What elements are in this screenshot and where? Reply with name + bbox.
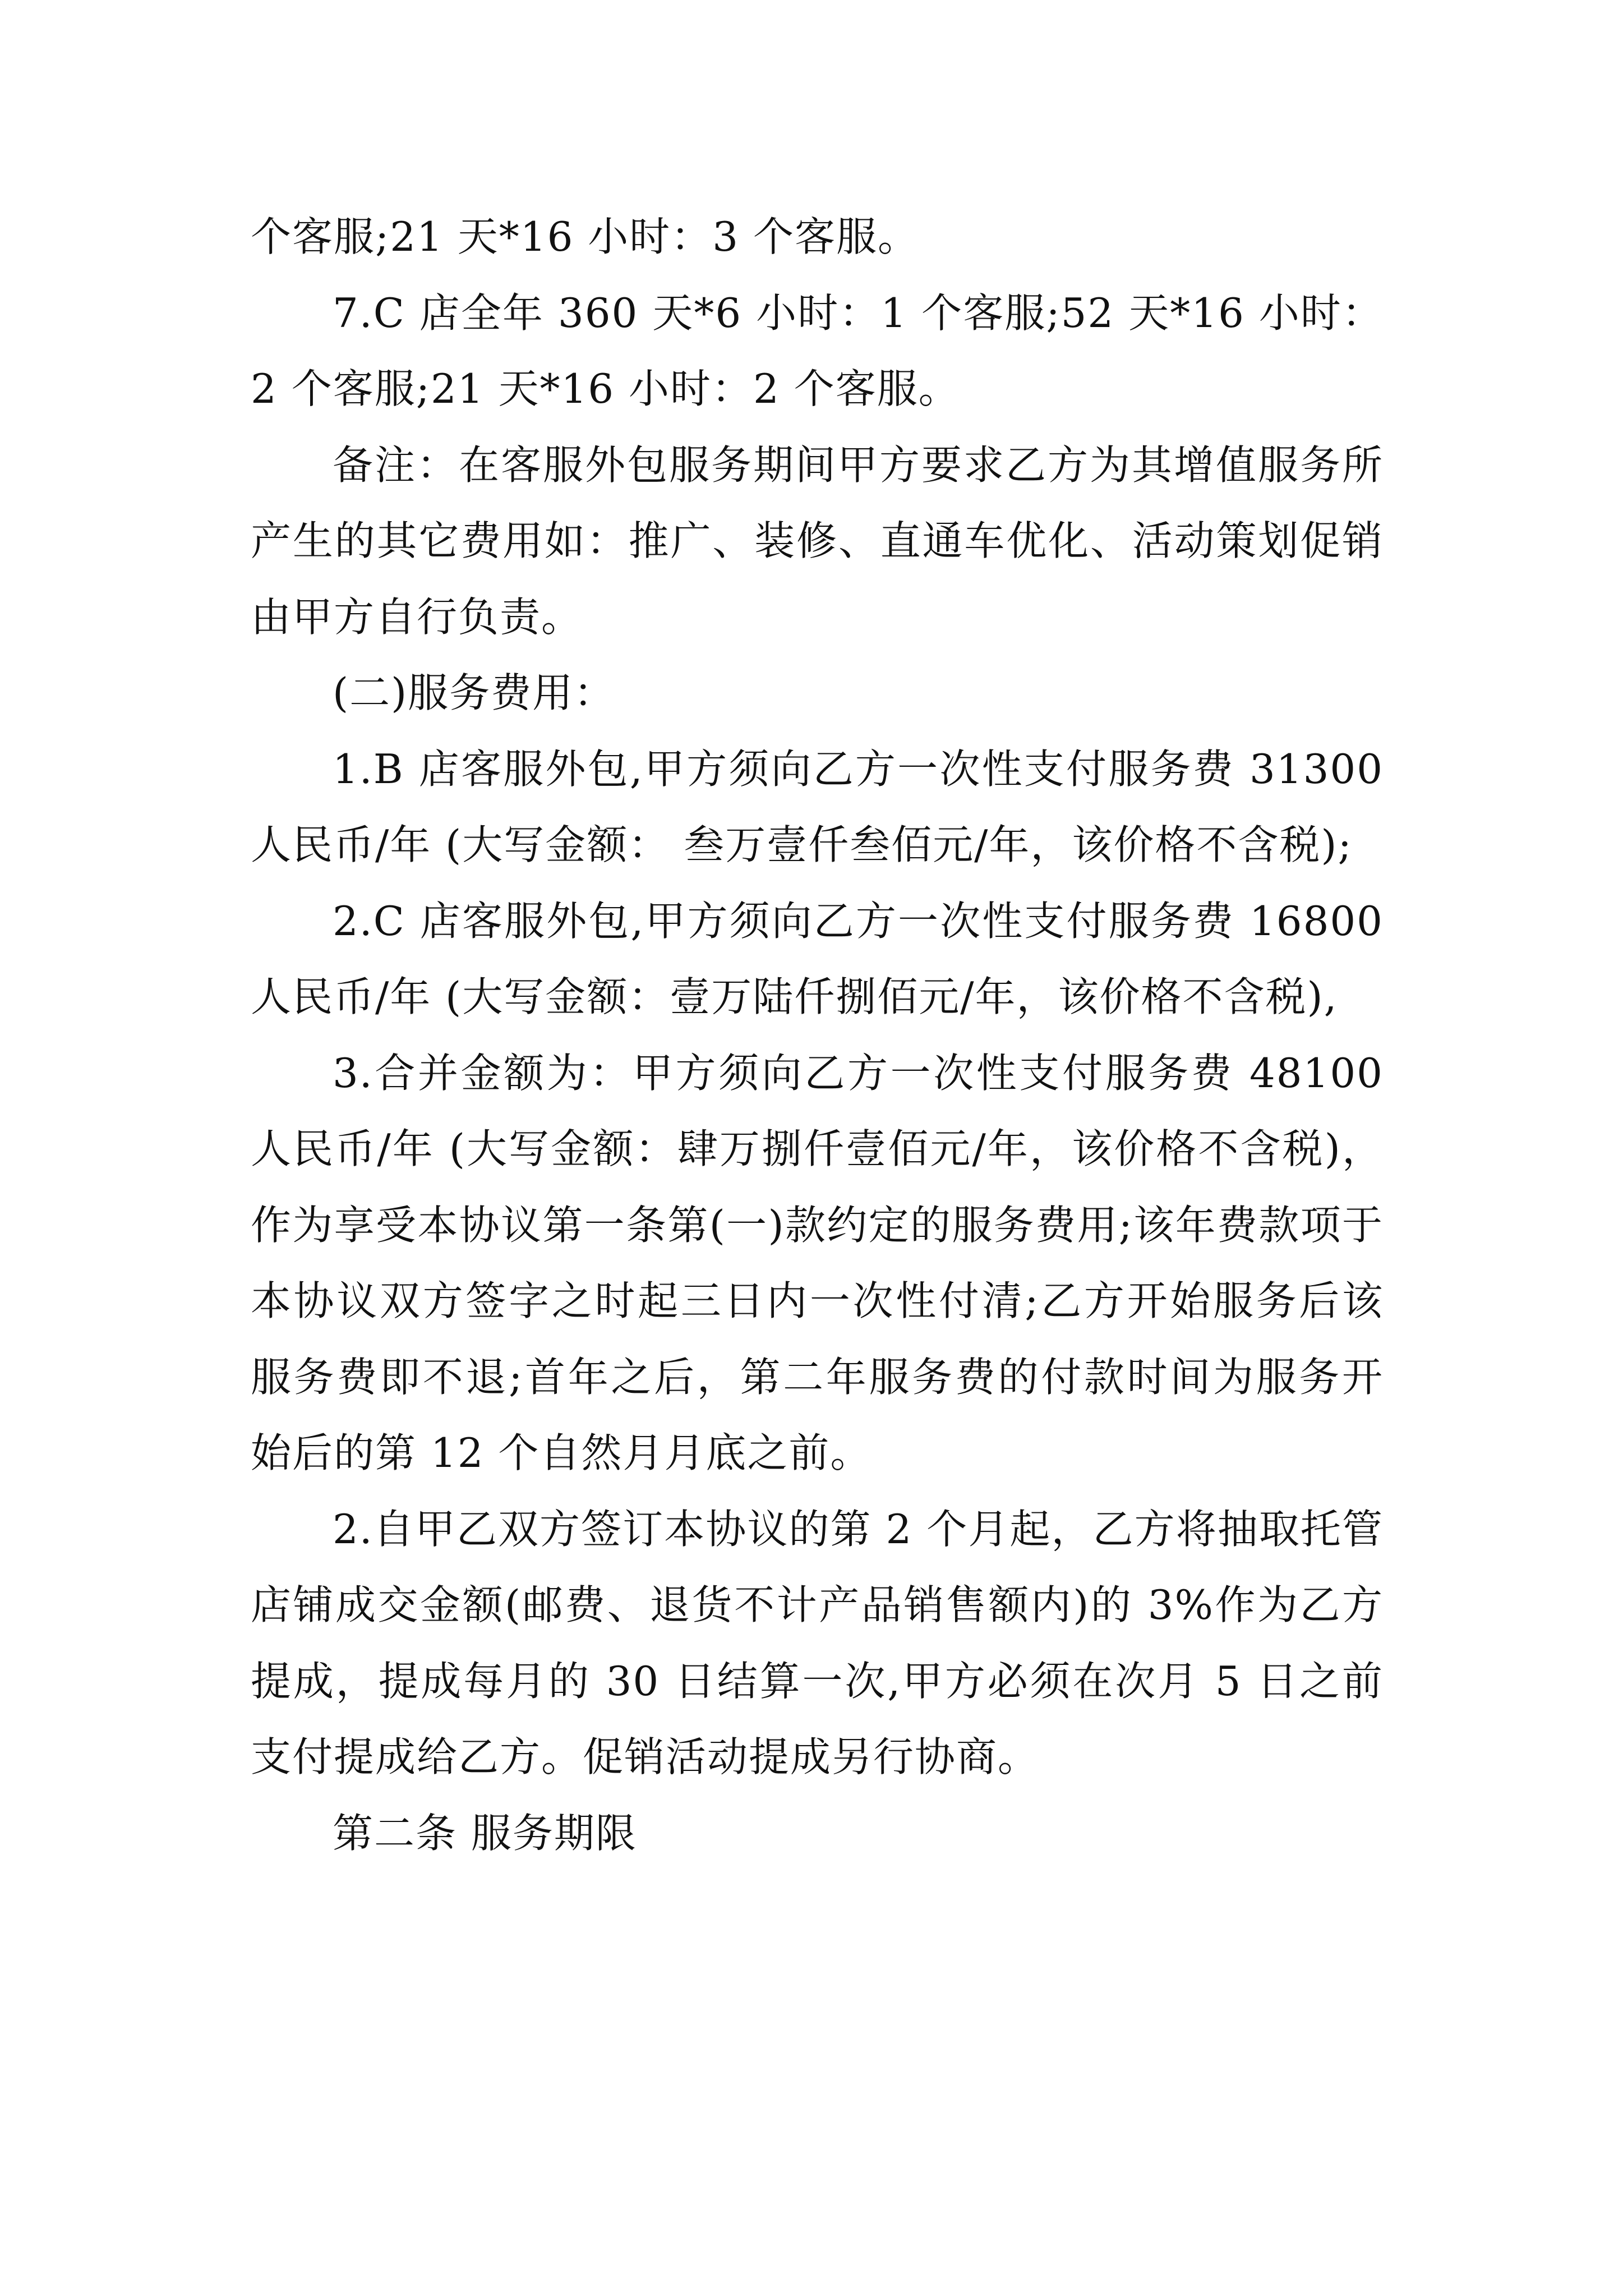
paragraph-continuation: 个客服;21 天*16 小时：3 个客服。 — [251, 213, 919, 260]
article-heading-service-term: 第二条 服务期限 — [333, 1809, 637, 1857]
paragraph-fee-item-2: 2.C 店客服外包,甲方须向乙方一次性支付服务费 16800 人民币/年 (大写金额：壹万陆仟捌佰元/年，该价格不含税), — [251, 897, 1384, 1020]
paragraph-fee-item-1: 1.B 店客服外包,甲方须向乙方一次性支付服务费 31300 人民币/年 (大写金额： 叁万壹仟叁佰元/年，该价格不含税); — [251, 745, 1384, 868]
section-heading-service-fee: (二)服务费用： — [333, 669, 616, 716]
paragraph-item-7: 7.C 店全年 360 天*6 小时：1 个客服;52 天*16 小时：2 个客服;21 天*16 小时：2 个客服。 — [251, 289, 1384, 412]
paragraph-remark: 备注：在客服外包服务期间甲方要求乙方为其增值服务所产生的其它费用如：推广、装修、直通车优化、活动策划促销由甲方自行负责。 — [251, 441, 1384, 641]
paragraph-commission: 2.自甲乙双方签订本协议的第 2 个月起，乙方将抽取托管店铺成交金额(邮费、退货不计产品销售额内)的 3%作为乙方提成，提成每月的 30 日结算一次,甲方必须在次月 5 日之前支付提成给乙方。促销活动提成另行协商。 — [251, 1505, 1384, 1780]
paragraph-fee-item-3: 3.合并金额为：甲方须向乙方一次性支付服务费 48100 人民币/年 (大写金额：肆万捌仟壹佰元/年，该价格不含税)，作为享受本协议第一条第(一)款约定的服务费用;该年费款项于本协议双方签字之时起三日内一次性付清;乙方开始服务后该服务费即不退;首年之后，第二年服务费的付款时间为服务开始后的第 12 个自然月月底之前。 — [251, 1049, 1384, 1476]
document-body — [251, 199, 1384, 1871]
